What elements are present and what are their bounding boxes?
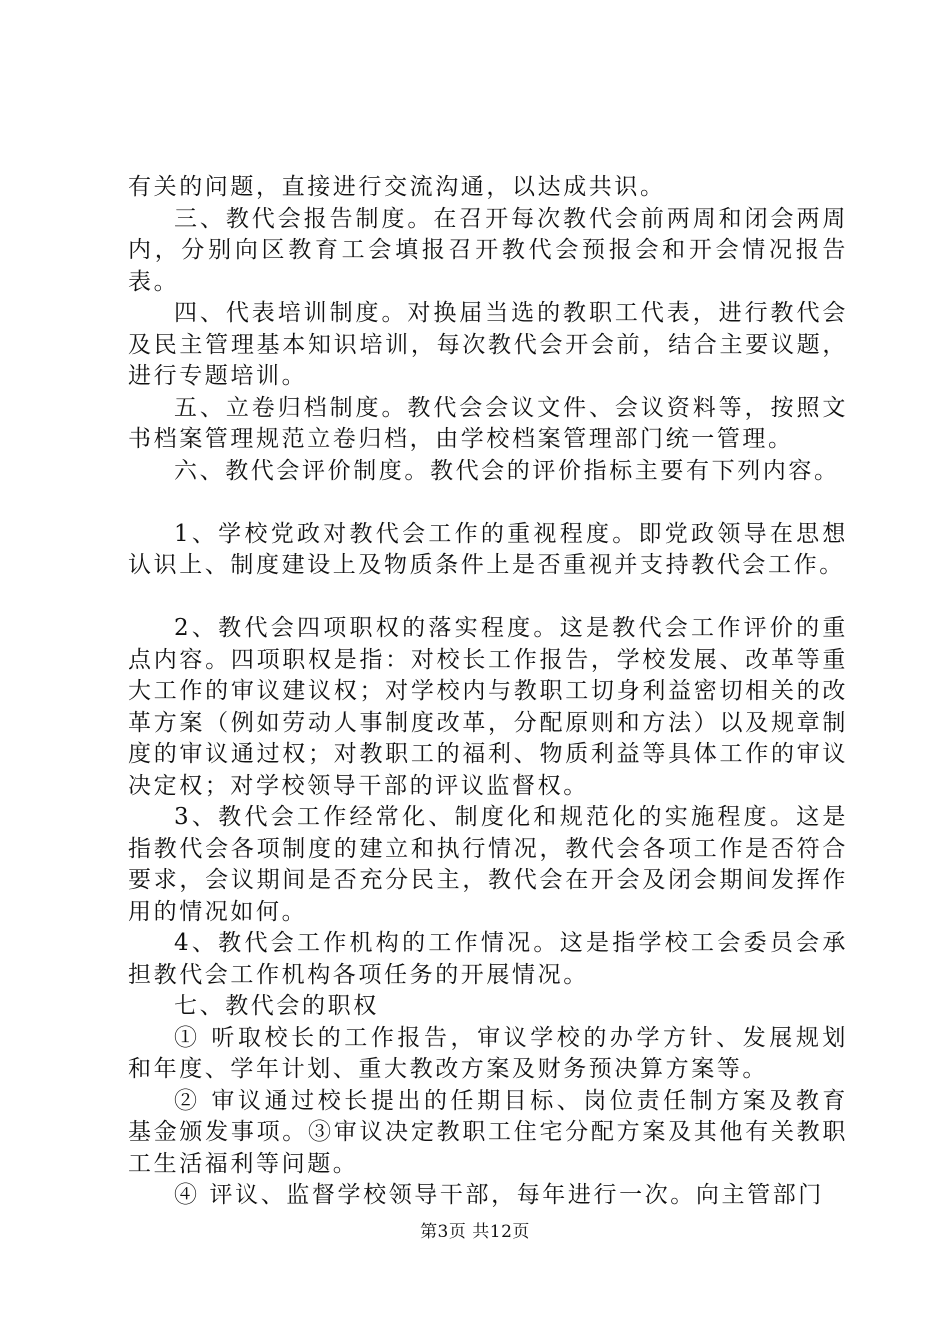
- paragraph-7: 2、教代会四项职权的落实程度。这是教代会工作评价的重点内容。四项职权是指：对校长工作报告，学校发展、改革等重大工作的审议建议权；对学校内与教职工切身利益密切相关的改革方案（例如劳动人事制度改革，分配原则和方法）以及规章制度的审议通过权；对教职工的福利、物质利益等具体工作的审议决定权；对学校领导干部的评议监督权。: [128, 615, 848, 799]
- paragraph-12: ② 审议通过校长提出的任期目标、岗位责任制方案及教育基金颁发事项。③审议决定教职工住宅分配方案及其他有关教职工生活福利等问题。: [128, 1087, 848, 1177]
- paragraph-1: 有关的问题，直接进行交流沟通，以达成共识。: [128, 174, 666, 200]
- paragraph-2: 三、教代会报告制度。在召开每次教代会前两周和闭会两周内，分别向区教育工会填报召开教代会预报会和开会情况报告表。: [128, 205, 848, 295]
- paragraph-13: ④ 评议、监督学校领导干部，每年进行一次。向主管部门: [174, 1182, 824, 1208]
- paragraph-4: 五、立卷归档制度。教代会会议文件、会议资料等，按照文书档案管理规范立卷归档，由学校档案管理部门统一管理。: [128, 394, 848, 452]
- paragraph-9: 4、教代会工作机构的工作情况。这是指学校工会委员会承担教代会工作机构各项任务的开展情况。: [128, 930, 848, 988]
- paragraph-5: 六、教代会评价制度。教代会的评价指标主要有下列内容。: [174, 457, 840, 484]
- paragraph-3: 四、代表培训制度。对换届当选的教职工代表，进行教代会及民主管理基本知识培训，每次教代会开会前，结合主要议题，进行专题培训。: [128, 300, 848, 389]
- paragraph-10: 七、教代会的职权: [174, 993, 379, 1019]
- page-footer: 第3页 共12页: [420, 1222, 530, 1242]
- paragraph-6: 1、学校党政对教代会工作的重视程度。即党政领导在思想认识上、制度建设上及物质条件上是否重视并支持教代会工作。: [128, 520, 848, 578]
- paragraph-8: 3、教代会工作经常化、制度化和规范化的实施程度。这是指教代会各项制度的建立和执行情况，教代会各项工作是否符合要求，会议期间是否充分民主，教代会在开会及闭会期间发挥作用的情况如何。: [128, 804, 848, 925]
- paragraph-11: ① 听取校长的工作报告，审议学校的办学方针、发展规划和年度、学年计划、重大教改方案及财务预决算方案等。: [128, 1024, 848, 1082]
- document-body: [128, 172, 848, 1212]
